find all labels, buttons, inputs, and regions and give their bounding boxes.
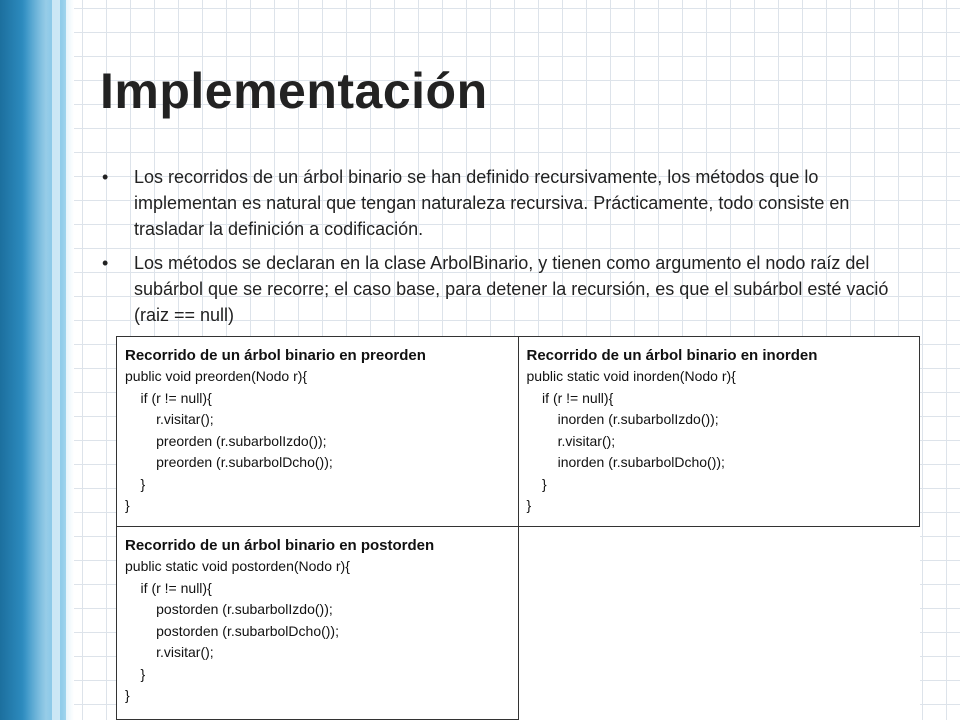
inorden-cell	[518, 337, 920, 527]
decorative-swoosh-line	[52, 0, 60, 720]
postorden-title: Recorrido de un árbol binario en postorden	[125, 537, 435, 554]
code-table	[116, 336, 920, 720]
bullet-marker: •	[102, 253, 109, 273]
preorden-cell	[117, 337, 519, 527]
code-line: r.visitar();	[125, 411, 214, 427]
code-line: }	[125, 497, 130, 513]
bullet-list	[100, 164, 920, 336]
code-line: inorden (r.subarbolDcho());	[526, 454, 725, 470]
postorden-cell	[117, 527, 519, 720]
code-line: if (r != null){	[125, 389, 212, 406]
decorative-band-edge	[66, 0, 74, 720]
code-line: }	[125, 665, 146, 682]
code-line: }	[526, 475, 547, 492]
preorden-title: Recorrido de un árbol binario en preorden	[125, 347, 426, 364]
inorden-title: Recorrido de un árbol binario en inorden	[526, 347, 818, 364]
bullet-text: Los recorridos de un árbol binario se han definido recursivamente, los métodos que lo implementan es natural que tengan naturaleza recursiva. Prácticamente, todo consiste en trasladar la definición a codificación.	[134, 167, 850, 239]
slide-title: Implementación	[100, 63, 488, 119]
code-line: r.visitar();	[125, 644, 214, 660]
table-row	[117, 527, 920, 720]
code-line: }	[125, 475, 146, 492]
code-line: postorden (r.subarbolDcho());	[125, 622, 339, 639]
bullet-item	[100, 164, 920, 242]
code-line: r.visitar();	[526, 432, 616, 449]
code-line: preorden (r.subarbolIzdo());	[125, 432, 327, 449]
code-line: if (r != null){	[526, 389, 614, 406]
code-line: }	[526, 497, 532, 513]
bullet-text: Los métodos se declaran en la clase ArbolBinario, y tienen como argumento el nodo raíz del subárbol que se recorre; el caso base, para detener la recursión, es que el subárbol esté vació (raiz == null)	[134, 253, 889, 325]
code-line: public static void inorden(Nodo r){	[526, 368, 736, 384]
code-line: public void preorden(Nodo r){	[125, 368, 308, 384]
empty-cell	[518, 527, 920, 720]
code-line: inorden (r.subarbolIzdo());	[526, 411, 719, 427]
code-line: preorden (r.subarbolDcho());	[125, 454, 333, 470]
code-line: }	[125, 687, 130, 703]
code-line: if (r != null){	[125, 579, 212, 596]
decorative-side-band	[0, 0, 74, 720]
code-line: public static void postorden(Nodo r){	[125, 558, 350, 574]
bullet-marker: •	[102, 167, 109, 187]
table-row	[117, 337, 920, 527]
bullet-item	[100, 250, 920, 328]
code-line: postorden (r.subarbolIzdo());	[125, 601, 333, 617]
